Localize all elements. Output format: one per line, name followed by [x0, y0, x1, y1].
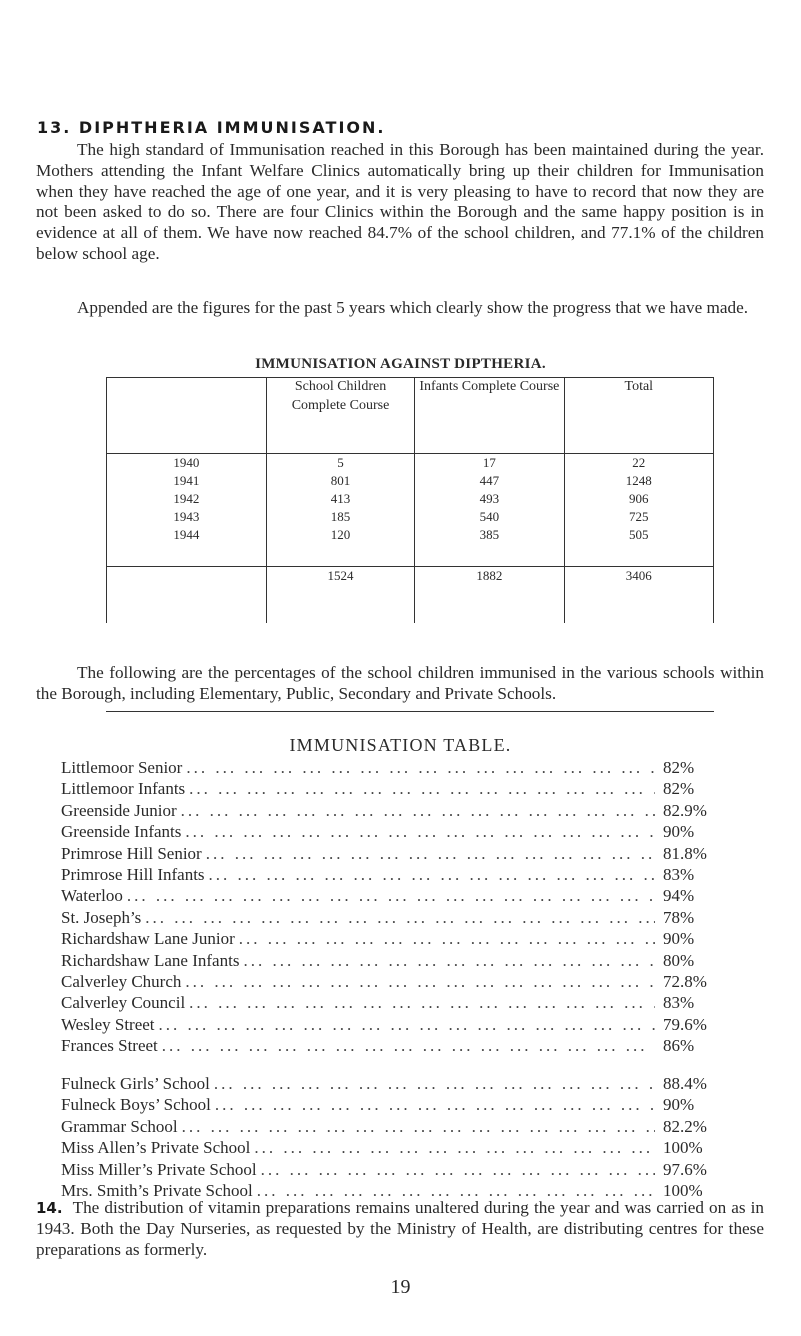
school-percentage: 83% [663, 864, 695, 884]
totals-infants-cell: 1882 [415, 567, 564, 624]
diphtheria-table [106, 377, 714, 623]
list-item [61, 907, 741, 928]
school-percentage: 90% [663, 929, 695, 949]
leader-dots [206, 843, 655, 864]
school-name: Primrose Hill Infants [61, 864, 205, 884]
school-percentage: 100% [663, 1138, 703, 1158]
leader-dots [159, 1014, 655, 1035]
list-item [61, 950, 741, 971]
section-14-text: The distribution of vitamin preparations remains unaltered during the year and was carried on as in 1943. Both the Day Nurseries, as requested by the Ministry of Health, are distributing centres for these preparations as formerly. [36, 1198, 764, 1259]
leader-dots [243, 950, 655, 971]
leader-dots [127, 885, 655, 906]
school-name: Fulneck Girls’ School [61, 1074, 210, 1093]
school-percentage: 82% [663, 758, 695, 777]
school-name: Richardshaw Lane Junior [61, 929, 235, 949]
list-item [61, 1116, 741, 1137]
leader-dots [185, 971, 655, 992]
school-name: Greenside Junior [61, 800, 177, 820]
school-name: Primrose Hill Senior [61, 843, 202, 863]
school-name: Greenside Infants [61, 822, 182, 842]
school-percentage: 82.2% [663, 1116, 707, 1136]
school-name: Grammar School [61, 1116, 178, 1136]
school-name: Calverley Church [61, 971, 182, 991]
school-percentage: 79.6% [663, 1014, 707, 1034]
totals-school-cell: 1524 [266, 567, 414, 624]
list-item [61, 757, 741, 778]
list-item [61, 928, 741, 949]
school-name: Miss Miller’s Private School [61, 1159, 257, 1179]
section-13-paragraph-2: Appended are the figures for the past 5 years which clearly show the progress that we have made. [77, 298, 749, 317]
list-item [61, 843, 741, 864]
table-row [107, 526, 714, 567]
list-item [61, 992, 741, 1013]
list-item [61, 778, 741, 799]
table-row [107, 508, 714, 526]
year-cell: 1944 [107, 526, 267, 567]
year-cell: 1943 [107, 508, 267, 526]
school-percentage: 82% [663, 779, 695, 799]
infants-cell: 540 [415, 508, 564, 526]
school-name: Frances Street [61, 1036, 158, 1056]
school-name: Wesley Street [61, 1014, 155, 1034]
leader-dots [181, 800, 655, 821]
school-percentage: 86% [663, 1036, 695, 1056]
school-cell: 185 [266, 508, 414, 526]
list-item [61, 1014, 741, 1035]
school-name: Waterloo [61, 886, 123, 906]
list-item [61, 1035, 741, 1056]
school-percentage: 82.9% [663, 800, 707, 820]
list-item [61, 1159, 741, 1180]
school-percentage: 78% [663, 907, 695, 927]
school-percentage: 72.8% [663, 971, 707, 991]
leader-dots [261, 1159, 655, 1180]
section-13-paragraph-3: The following are the percentages of the school children immunised in the various schools within the Borough, including Elementary, Public, Secondary and Private Schools. [36, 663, 764, 703]
school-percentage: 88.4% [663, 1074, 707, 1093]
table-totals-row [107, 567, 714, 624]
total-cell: 906 [564, 490, 713, 508]
totals-total-cell: 3406 [564, 567, 713, 624]
table-row [107, 454, 714, 473]
leader-dots [185, 821, 655, 842]
immunisation-table-title: IMMUNISATION TABLE. [289, 735, 512, 755]
table-row [107, 472, 714, 490]
school-cell: 413 [266, 490, 414, 508]
leader-dots [239, 928, 655, 949]
total-cell: 505 [564, 526, 713, 567]
list-item [61, 1094, 741, 1115]
section-13-paragraph-1: The high standard of Immunisation reached in this Borough has been maintained during the year. Mothers attending the Infant Welfare Clinics automatically bring up their children for Immunisation when they have reached the age of one year, and it is very pleasing to have to record that now they are not been asked to do so. There are four Clinics within the Borough and the same happy position is in evidence at all of them. We have now reached 84.7% of the school children, and 77.1% of the children below school age. [36, 140, 764, 263]
header-year-cell [107, 377, 267, 454]
table-header-row [107, 377, 714, 454]
list-item [61, 821, 741, 842]
leader-dots [209, 864, 655, 885]
section-14-paragraph [36, 1198, 764, 1260]
header-total: Total [564, 377, 713, 454]
school-percentage: 97.6% [663, 1159, 707, 1179]
leader-dots [215, 1094, 655, 1115]
table-bottom-rule [106, 711, 714, 712]
year-cell: 1940 [107, 454, 267, 473]
leader-dots [186, 757, 655, 778]
leader-dots [214, 1073, 655, 1094]
school-name: Fulneck Boys’ School [61, 1095, 211, 1115]
list-item [61, 1137, 741, 1158]
school-percentage: 83% [663, 993, 695, 1013]
leader-dots [254, 1137, 655, 1158]
section-14-number: 14. [36, 1199, 63, 1217]
leader-dots [182, 1116, 655, 1137]
school-name: St. Joseph’s [61, 907, 142, 927]
total-cell: 1248 [564, 472, 713, 490]
list-item [61, 885, 741, 906]
list-item [61, 1073, 741, 1094]
school-cell: 5 [266, 454, 414, 473]
school-name: Miss Allen’s Private School [61, 1138, 251, 1158]
school-name: Mrs. Smith’s Private School [61, 1180, 253, 1200]
leader-dots [189, 778, 655, 799]
section-13-heading: 13. DIPHTHERIA IMMUNISATION. [37, 118, 386, 137]
school-percentage: 81.8% [663, 843, 707, 863]
infants-cell: 447 [415, 472, 564, 490]
school-name: Littlemoor Senior [61, 758, 183, 777]
school-name: Calverley Council [61, 993, 186, 1013]
total-cell: 725 [564, 508, 713, 526]
leader-dots [145, 907, 655, 928]
totals-year-cell [107, 567, 267, 624]
list-item [61, 864, 741, 885]
diphtheria-table-title: IMMUNISATION AGAINST DIPTHERIA. [255, 356, 546, 372]
year-cell: 1941 [107, 472, 267, 490]
infants-cell: 385 [415, 526, 564, 567]
school-name: Richardshaw Lane Infants [61, 950, 240, 970]
total-cell: 22 [564, 454, 713, 473]
list-item [61, 800, 741, 821]
school-list-group-2 [61, 1073, 741, 1201]
header-school-children: School Children Complete Course [266, 377, 414, 454]
leader-dots [189, 992, 655, 1013]
school-name: Littlemoor Infants [61, 779, 186, 799]
header-infants: Infants Complete Course [415, 377, 564, 454]
school-percentage: 94% [663, 886, 695, 906]
school-percentage: 100% [663, 1180, 703, 1200]
school-cell: 801 [266, 472, 414, 490]
school-percentage: 90% [663, 822, 695, 842]
school-percentage: 90% [663, 1095, 695, 1115]
school-percentage: 80% [663, 950, 695, 970]
school-list-group-1 [61, 757, 741, 1056]
infants-cell: 17 [415, 454, 564, 473]
year-cell: 1942 [107, 490, 267, 508]
table-row [107, 490, 714, 508]
infants-cell: 493 [415, 490, 564, 508]
list-item [61, 971, 741, 992]
school-cell: 120 [266, 526, 414, 567]
page-number: 19 [390, 1276, 411, 1298]
leader-dots [162, 1035, 655, 1056]
